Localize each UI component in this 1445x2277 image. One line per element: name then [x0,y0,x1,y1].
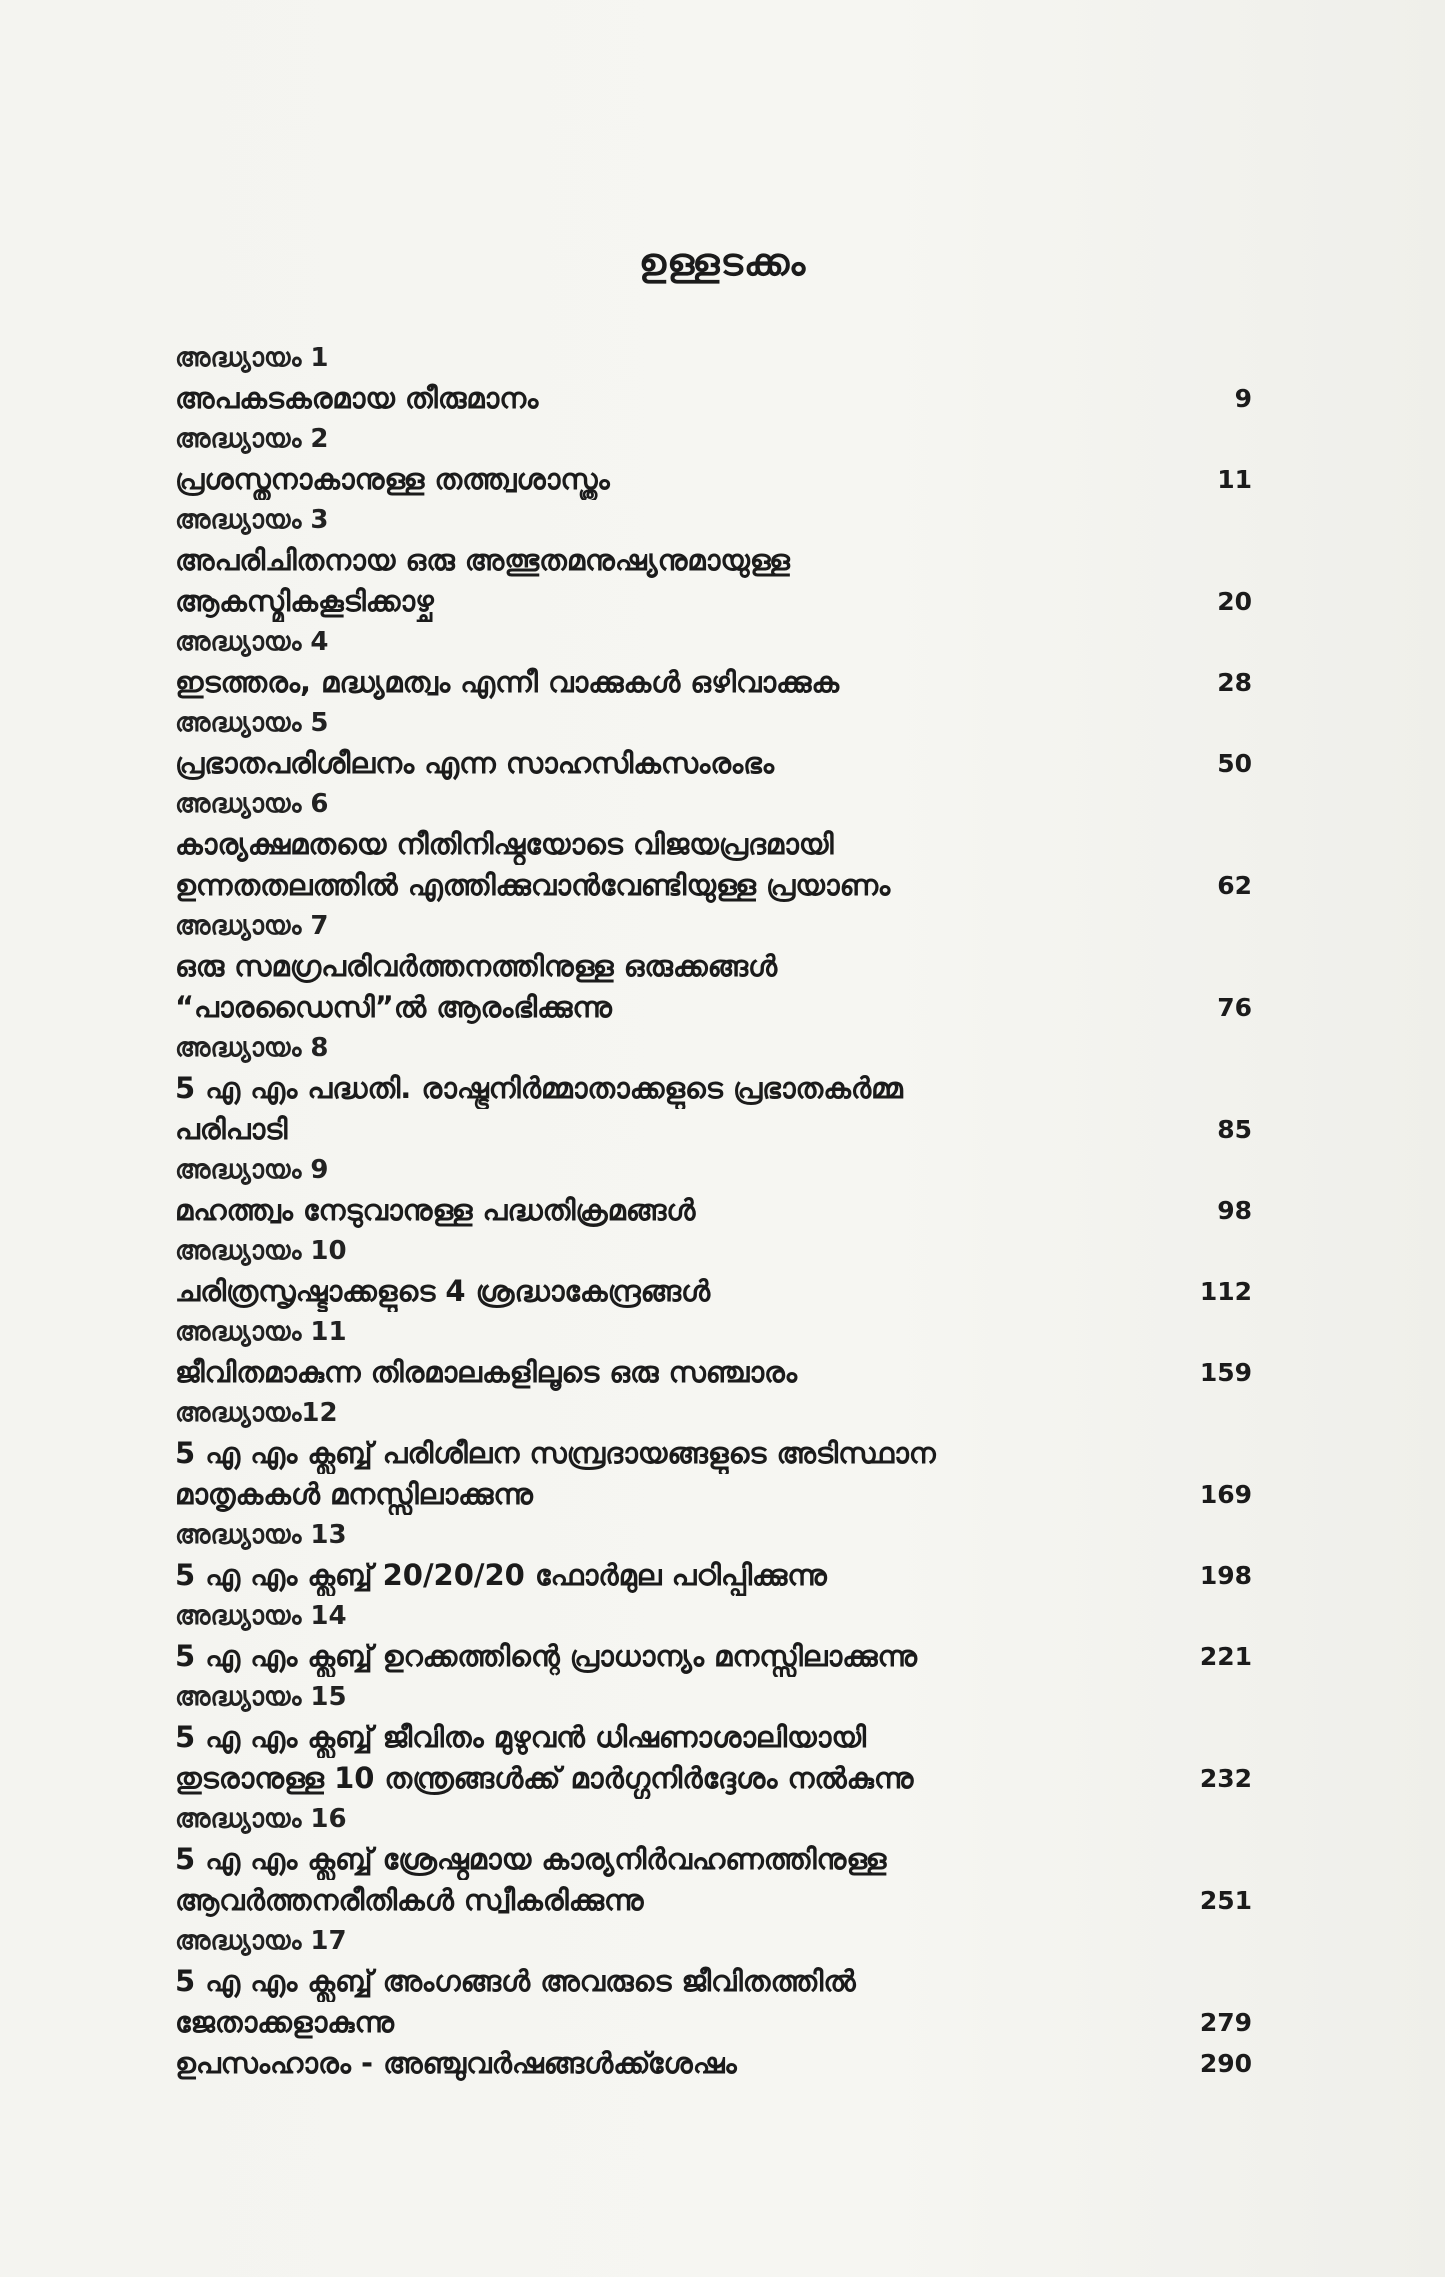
toc-entry [175,1921,1270,2043]
toc-entry [175,1028,1270,1150]
page-number: 20 [1217,587,1252,616]
chapter-title-line: തുടരാനുള്ള 10 തന്ത്രങ്ങൾക്ക് മാർഗ്ഗനിർദ്ദേശം നൽകുന്നു [175,1761,914,1795]
chapter-title-line: “പാരഡൈസി”ൽ ആരംഭിക്കുന്നു [175,990,612,1024]
page-number: 11 [1217,465,1252,494]
page-number: 9 [1234,384,1252,413]
chapter-title-line: 5 എ എം ക്ലബ്ബ് ജീവിതം മുഴുവൻ ധിഷണാശാലിയായി [175,1720,867,1754]
chapter-label: അദ്ധ്യായം 13 [175,1520,347,1550]
chapter-title-line: 5 എ എം ക്ലബ്ബ് ഉറക്കത്തിന്റെ പ്രാധാന്യം മനസ്സിലാക്കുന്നു [175,1639,918,1673]
toc-entry [175,500,1270,622]
chapter-title-line: ഒരു സമഗ്രപരിവർത്തനത്തിനുള്ള ഒരുക്കങ്ങൾ [175,949,778,983]
chapter-label: അദ്ധ്യായം 4 [175,627,329,657]
toc-entry [175,1231,1270,1312]
toc-entry [175,1799,1270,1921]
toc-entry [175,2043,1270,2084]
page-number: 198 [1199,1561,1252,1590]
chapter-title-line: പരിപാടി [175,1112,288,1146]
page-number: 251 [1199,1886,1252,1915]
chapter-title-line: ഇടത്തരം, മദ്ധ്യമത്വം എന്നീ വാക്കുകൾ ഒഴിവാക്കുക [175,665,840,699]
table-of-contents [175,338,1270,2084]
chapter-title-line: പ്രശസ്തനാകാനുള്ള തത്ത്വശാസ്ത്രം [175,462,610,496]
page-number: 232 [1199,1764,1252,1793]
page-number: 159 [1199,1358,1252,1387]
chapter-label: അദ്ധ്യായം 10 [175,1236,347,1266]
chapter-label: അദ്ധ്യായം 15 [175,1682,347,1712]
toc-entry [175,1393,1270,1515]
toc-entry [175,784,1270,906]
chapter-title-line: അപരിചിതനായ ഒരു അത്ഭുതമനുഷ്യനുമായുള്ള [175,543,790,577]
page-number: 112 [1199,1277,1252,1306]
toc-entry [175,622,1270,703]
page-number: 85 [1217,1115,1252,1144]
toc-entry [175,703,1270,784]
toc-entry [175,338,1270,419]
chapter-title-line: കാര്യക്ഷമതയെ നീതിനിഷ്ഠയോടെ വിജയപ്രദമായി [175,827,834,861]
chapter-title-line: ഉപസംഹാരം - അഞ്ചുവർഷങ്ങൾക്ക്ശേഷം [175,2046,737,2080]
chapter-label: അദ്ധ്യായം 6 [175,789,329,819]
toc-entry [175,1312,1270,1393]
page-number: 290 [1199,2049,1252,2078]
chapter-title-line: പ്രഭാതപരിശീലനം എന്ന സാഹസികസംരംഭം [175,746,775,780]
chapter-title-line: മഹത്ത്വം നേടുവാനുള്ള പദ്ധതിക്രമങ്ങൾ [175,1193,696,1227]
chapter-label: അദ്ധ്യായം 9 [175,1155,329,1185]
chapter-title-line: 5 എ എം ക്ലബ്ബ് ശ്രേഷ്ഠമായ കാര്യനിർവഹണത്തിനുള്ള [175,1842,887,1876]
page-number: 221 [1199,1642,1252,1671]
page-number: 62 [1217,871,1252,900]
chapter-title-line: ജേതാക്കളാകുന്നു [175,2005,394,2039]
chapter-title-line: 5 എ എം ക്ലബ്ബ് പരിശീലന സമ്പ്രദായങ്ങളുടെ അടിസ്ഥാന [175,1436,936,1470]
page-number: 28 [1217,668,1252,697]
chapter-title-line: ചരിത്രസൃഷ്ടാക്കളുടെ 4 ശ്രദ്ധാകേന്ദ്രങ്ങൾ [175,1274,711,1308]
toc-entry [175,1596,1270,1677]
chapter-title-line: 5 എ എം ക്ലബ്ബ് 20/20/20 ഫോർമുല പഠിപ്പിക്കുന്നു [175,1558,827,1592]
toc-entry [175,906,1270,1028]
chapter-label: അദ്ധ്യായം12 [175,1398,338,1428]
chapter-label: അദ്ധ്യായം 5 [175,708,329,738]
chapter-label: അദ്ധ്യായം 8 [175,1033,329,1063]
chapter-label: അദ്ധ്യായം 16 [175,1804,347,1834]
page-number: 76 [1217,993,1252,1022]
chapter-label: അദ്ധ്യായം 2 [175,424,329,454]
toc-entry [175,1515,1270,1596]
chapter-title-line: 5 എ എം പദ്ധതി. രാഷ്ട്രനിർമ്മാതാക്കളുടെ പ്രഭാതകർമ്മ [175,1071,903,1105]
page-number: 279 [1199,2008,1252,2037]
page-number: 98 [1217,1196,1252,1225]
chapter-title-line: ആവർത്തനരീതികൾ സ്വീകരിക്കുന്നു [175,1883,644,1917]
chapter-label: അദ്ധ്യായം 7 [175,911,329,941]
chapter-label: അദ്ധ്യായം 1 [175,343,329,373]
chapter-label: അദ്ധ്യായം 17 [175,1926,347,1956]
chapter-label: അദ്ധ്യായം 3 [175,505,329,535]
page-number: 169 [1199,1480,1252,1509]
toc-entry [175,1150,1270,1231]
toc-entry [175,419,1270,500]
chapter-label: അദ്ധ്യായം 14 [175,1601,347,1631]
chapter-title-line: ആകസ്മികകൂടിക്കാഴ്ച [175,584,434,618]
chapter-title-line: അപകടകരമായ തീരുമാനം [175,381,539,415]
toc-entry [175,1677,1270,1799]
chapter-title-line: ഉന്നതതലത്തിൽ എത്തിക്കുവാൻവേണ്ടിയുള്ള പ്രയാണം [175,868,891,902]
chapter-title-line: 5 എ എം ക്ലബ്ബ് അംഗങ്ങൾ അവരുടെ ജീവിതത്തിൽ [175,1964,856,1998]
chapter-title-line: മാതൃകകൾ മനസ്സിലാക്കുന്നു [175,1477,533,1511]
chapter-title-line: ജീവിതമാകുന്ന തിരമാലകളിലൂടെ ഒരു സഞ്ചാരം [175,1355,797,1389]
page-number: 50 [1217,749,1252,778]
chapter-label: അദ്ധ്യായം 11 [175,1317,347,1347]
page-title: ഉള്ളടക്കം [638,240,807,284]
